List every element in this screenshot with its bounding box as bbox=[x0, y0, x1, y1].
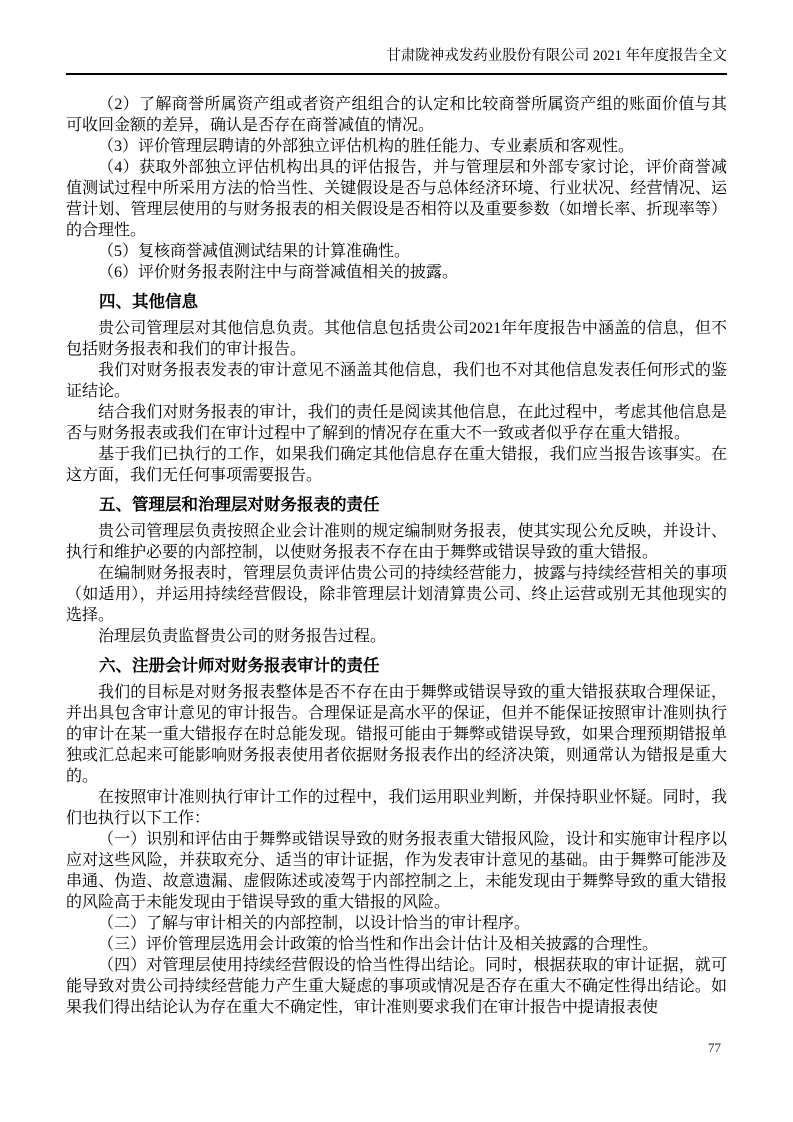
section-heading: 四、其他信息 bbox=[99, 293, 198, 311]
paragraph: （6）评价财务报表附注中与商誉减值相关的披露。 bbox=[98, 264, 459, 281]
paragraph: （四）对管理层使用持续经营假设的恰当性得出结论。同时，根据获取的审计证据，就可能导致对贵公司持续经营能力产生重大疑虑的事项或情况是否存在重大不确定性得出结论。如果我们得出结论认为存在重大不确定性，审计准则要求我们在审计报告中提请报表使 bbox=[66, 957, 727, 1016]
section-heading: 六、注册会计师对财务报表审计的责任 bbox=[99, 657, 380, 675]
paragraph: （5）复核商誉减值测试结果的计算准确性。 bbox=[98, 243, 411, 260]
page-number: 77 bbox=[708, 1040, 721, 1055]
paragraph: （一）识别和评估由于舞弊或错误导致的财务报表重大错报风险，设计和实施审计程序以应对这些风险，并获取充分、适当的审计证据，作为发表审计意见的基础。由于舞弊可能涉及串通、伪造、故意遗漏、虚假陈述或凌驾于内部控制之上，未能发现由于舞弊导致的重大错报的风险高于未能发现由于错误导致的重大错报的风险。 bbox=[66, 831, 727, 911]
paragraph: （3）评价管理层聘请的外部独立评估机构的胜任能力、专业素质和客观性。 bbox=[98, 138, 635, 155]
paragraph: 在按照审计准则执行审计工作的过程中，我们运用职业判断，并保持职业怀疑。同时，我们也执行以下工作： bbox=[66, 789, 727, 827]
section-heading: 五、管理层和治理层对财务报表的责任 bbox=[99, 496, 380, 514]
header-title: 甘肃陇神戎发药业股份有限公司 2021 年年度报告全文 bbox=[386, 48, 727, 64]
paragraph: 我们的目标是对财务报表整体是否不存在由于舞弊或错误导致的重大错报获取合理保证，并出具包含审计意见的审计报告。合理保证是高水平的保证，但并不能保证按照审计准则执行的审计在某一重大错报存在时总能发现。错报可能由于舞弊或错误导致，如果合理预期错报单独或汇总起来可能影响财务报表使用者依据财务报表作出的经济决策，则通常认为错报是重大的。 bbox=[66, 684, 727, 785]
paragraph: 贵公司管理层负责按照企业会计准则的规定编制财务报表，使其实现公允反映，并设计、执行和维护必要的内部控制，以使财务报表不存在由于舞弊或错误导致的重大错报。 bbox=[66, 523, 727, 561]
paragraph: 在编制财务报表时，管理层负责评估贵公司的持续经营能力，披露与持续经营相关的事项（如适用），并运用持续经营假设，除非管理层计划清算贵公司、终止运营或别无其他现实的选择。 bbox=[66, 565, 727, 624]
paragraph: 我们对财务报表发表的审计意见不涵盖其他信息，我们也不对其他信息发表任何形式的鉴证结论。 bbox=[66, 362, 727, 400]
paragraph: 结合我们对财务报表的审计，我们的责任是阅读其他信息，在此过程中，考虑其他信息是否与财务报表或我们在审计过程中了解到的情况存在重大不一致或者似乎存在重大错报。 bbox=[66, 404, 727, 442]
paragraph: （4）获取外部独立评估机构出具的评估报告，并与管理层和外部专家讨论，评价商誉减值测试过程中所采用方法的恰当性、关键假设是否与总体经济环境、行业状况、经营情况、运营计划、管理层使用的与财务报表的相关假设是否相符以及重要参数（如增长率、折现率等）的合理性。 bbox=[66, 159, 727, 239]
paragraph: （2）了解商誉所属资产组或者资产组组合的认定和比较商誉所属资产组的账面价值与其可收回金额的差异，确认是否存在商誉减值的情况。 bbox=[66, 96, 727, 134]
paragraph: 贵公司管理层对其他信息负责。其他信息包括贵公司2021年年度报告中涵盖的信息，但不包括财务报表和我们的审计报告。 bbox=[66, 320, 727, 358]
paragraph: （二）了解与审计相关的内部控制，以设计恰当的审计程序。 bbox=[98, 915, 531, 932]
page-footer bbox=[66, 1040, 721, 1056]
page-header bbox=[66, 46, 727, 75]
paragraph: （三）评价管理层选用会计政策的恰当性和作出会计估计及相关披露的合理性。 bbox=[98, 936, 659, 953]
document-body bbox=[66, 94, 727, 1018]
paragraph: 治理层负责监督贵公司的财务报告过程。 bbox=[98, 628, 387, 645]
paragraph: 基于我们已执行的工作，如果我们确定其他信息存在重大错报，我们应当报告该事实。在这方面，我们无任何事项需要报告。 bbox=[66, 446, 727, 484]
